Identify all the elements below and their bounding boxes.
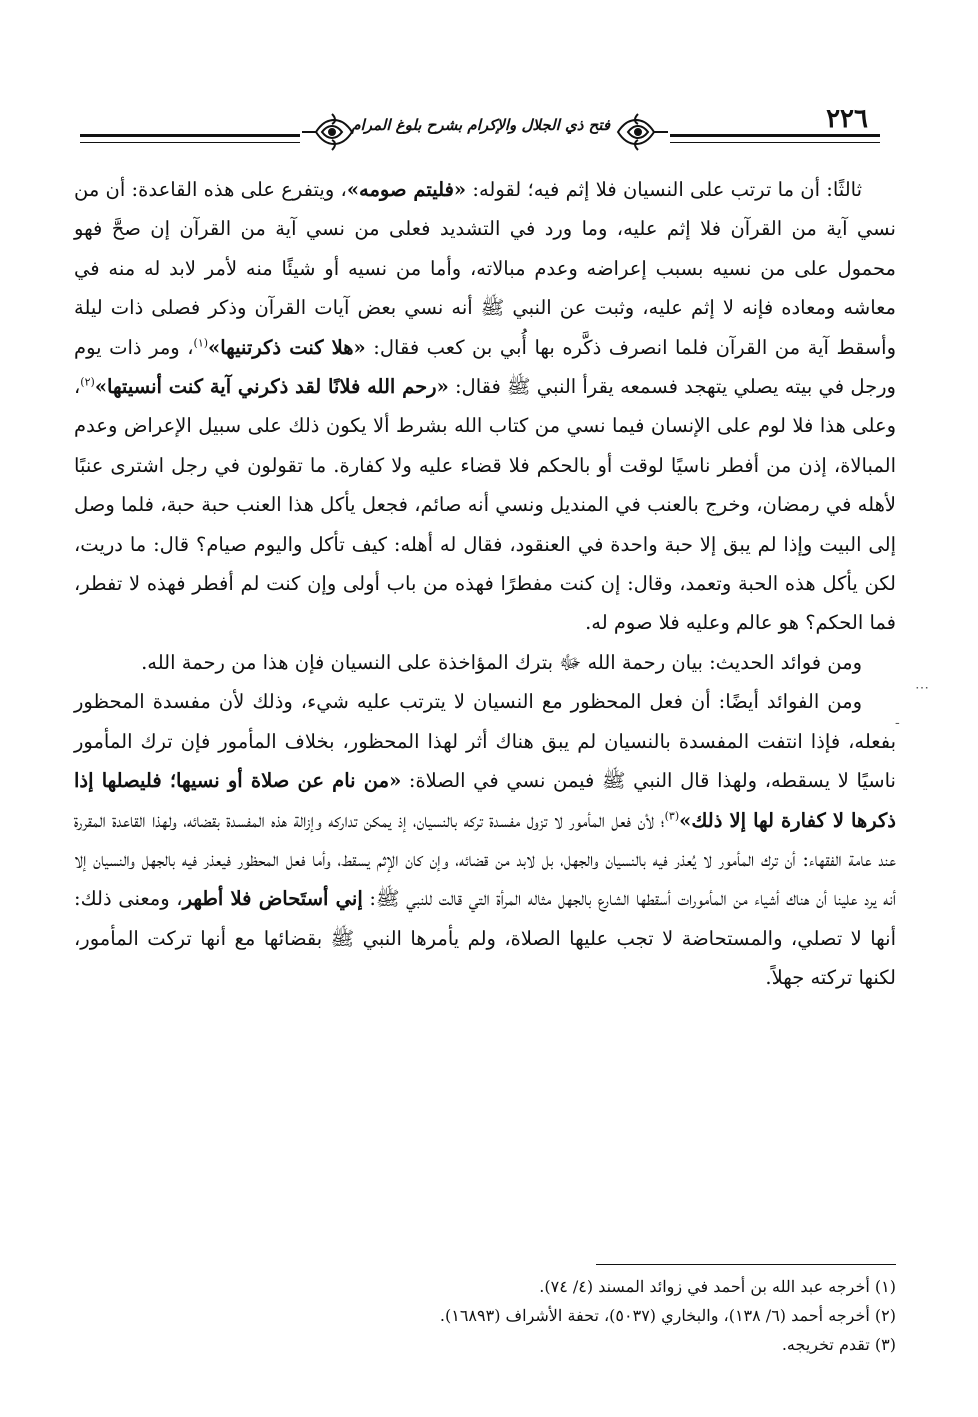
right-ornament-icon [614,110,670,154]
body-text [74,170,896,998]
footnotes [74,1272,896,1359]
footnote-ref[interactable]: (٣) [664,809,680,822]
footnote-ref[interactable]: (٢) [80,375,95,389]
left-ornament-icon [300,110,356,154]
hadith-quote: «هلا كنت ذكرتنيها» [208,335,366,359]
hadith-quote: «فليتم صومه» [346,178,467,201]
footnote-separator [596,1264,896,1265]
book-title: فتح ذي الجلال والإكرام بشرح بلوغ المرام [351,116,610,134]
hadith-quote: إني أستَحاض فلا أطهر [182,887,363,911]
page-header [80,96,880,156]
header-title-frame [300,110,670,154]
footnote: (١) أخرجه عبد الله بن أحمد في زوائد المسند (٤/ ٧٤). [539,1277,896,1296]
stray-mark: ⋯ [915,680,929,696]
paragraph: ومن فوائد الحديث: بيان رحمة الله ﷻ بترك المؤاخذة على النسيان فإن هذا من رحمة الله. [141,650,862,674]
stray-mark: - [895,715,900,731]
footnote-ref[interactable]: (١) [193,336,209,350]
paragraph: ومن الفوائد أيضًا: أن فعل المحظور مع النسيان لا يترتب عليه شيء، وذلك لأن مفسدة المحظور بفعله، فإذا انتفت المفسدة بالنسيان لم يبق هناك أثر لهذا المحظور، بخلاف المأمور فإن ترك المأمور ناسيًا لا يسقطه، ولهذا قال النبي ﷺ فيمن نسي في الصلاة: «من نام عن صلاة أو نسيها؛ فليصلها إذا ذكرها لا كفارة لها إلا ذلك»$^{(٣)}$؛ لأن فعل المأمور لا تزول مفسدة تركه بالنسيان، إذ يمكن تداركه وإزالة هذه المفسدة بقضائه، ولهذا القاعدة المقررة عند عامة الفقهاء: أن ترك المأمور لا يُعذر فيه بالنسيان والجهل، بل لابد من قضائه، وإن كان الإثم يسقط، وأما فعل المحظور فيعذر فيه بالجهل والنسيان إلا أنه يرد علينا أن هناك أشياء من المأمورات أسقطها الشارع بالجهل مثاله المرأة التي قالت للنبي ﷺ: إني أستَحاض فلا أطهر، ومعنى ذلك: أنها لا تصلي، والمستحاضة لا تجب عليها الصلاة، ولم يأمرها النبي ﷺ بقضائها مع أنها تركت المأمور، لكنها تركته جهلاً. [74,690,896,990]
hadith-quote: «من نام عن صلاة أو نسيها؛ فليصلها إذا ذكرها لا كفارة لها إلا ذلك» [74,769,896,832]
paragraph: ثالثًا: أن ما ترتب على النسيان فلا إثم فيه؛ لقوله: «فليتم صومه»، ويتفرع على هذه القاعدة: أن من نسي آية من القرآن فلا إثم عليه، وما ورد في التشديد فعلى من نسي آية من القرآن إن صحَّ فهو محمول على من نسيه بسبب إعراضه وعدم مبالاته، وأما من نسيه أو شيئًا منه لأمر لابد له منه في معاشه ومعاده فإنه لا إثم عليه، وثبت عن النبي ﷺ أنه نسي بعض آيات القرآن وذكر فصلى ذات ليلة وأسقط آية من القرآن فلما انصرف ذكَّره بها أُبي بن كعب فقال: «هلا كنت ذكرتنيها»$^{(١)}$، ومر ذات يوم ورجل في بيته يصلي يتهجد فسمعه يقرأ النبي ﷺ فقال: «رحم الله فلانًا لقد ذكرني آية كنت أنسيتها»$^{(٢)}$، وعلى هذا فلا لوم على الإنسان فيما نسي من كتاب الله بشرط ألا يكون ذلك على سبيل الإعراض وعدم المبالاة، إذن من أفطر ناسيًا لوقت أو بالحكم فلا قضاء عليه ولا كفارة. ما تقولون في رجل اشترى عنبًا لأهله في رمضان، وخرج بالعنب في المنديل ونسي أنه صائم، فجعل يأكل هذا العنب حبة حبة، فلما وصل إلى البيت وإذا لم يبق إلا حبة واحدة في العنقود، فقال له أهله: كيف تأكل واليوم صيام؟ قال: ما دريت، لكن يأكل هذه الحبة وتعمد، وقال: إن كنت مفطرًا فهذه من باب أولى وإن كنت لم أفطر فهذه لا تفطر، فما الحكم؟ هو عالم وعليه فلا صوم له. [74,178,896,635]
hadith-quote: «رحم الله فلانًا لقد ذكرني آية كنت أنسيتها» [94,375,449,399]
footnote: (٣) تقدم تخريجه. [781,1335,896,1354]
page-number: ٢٢٦ [826,104,868,134]
footnote: (٢) أخرجه أحمد (٦/ ١٣٨)، والبخاري (٥٠٣٧)، تحفة الأشراف (١٦٨٩٣). [439,1306,896,1325]
